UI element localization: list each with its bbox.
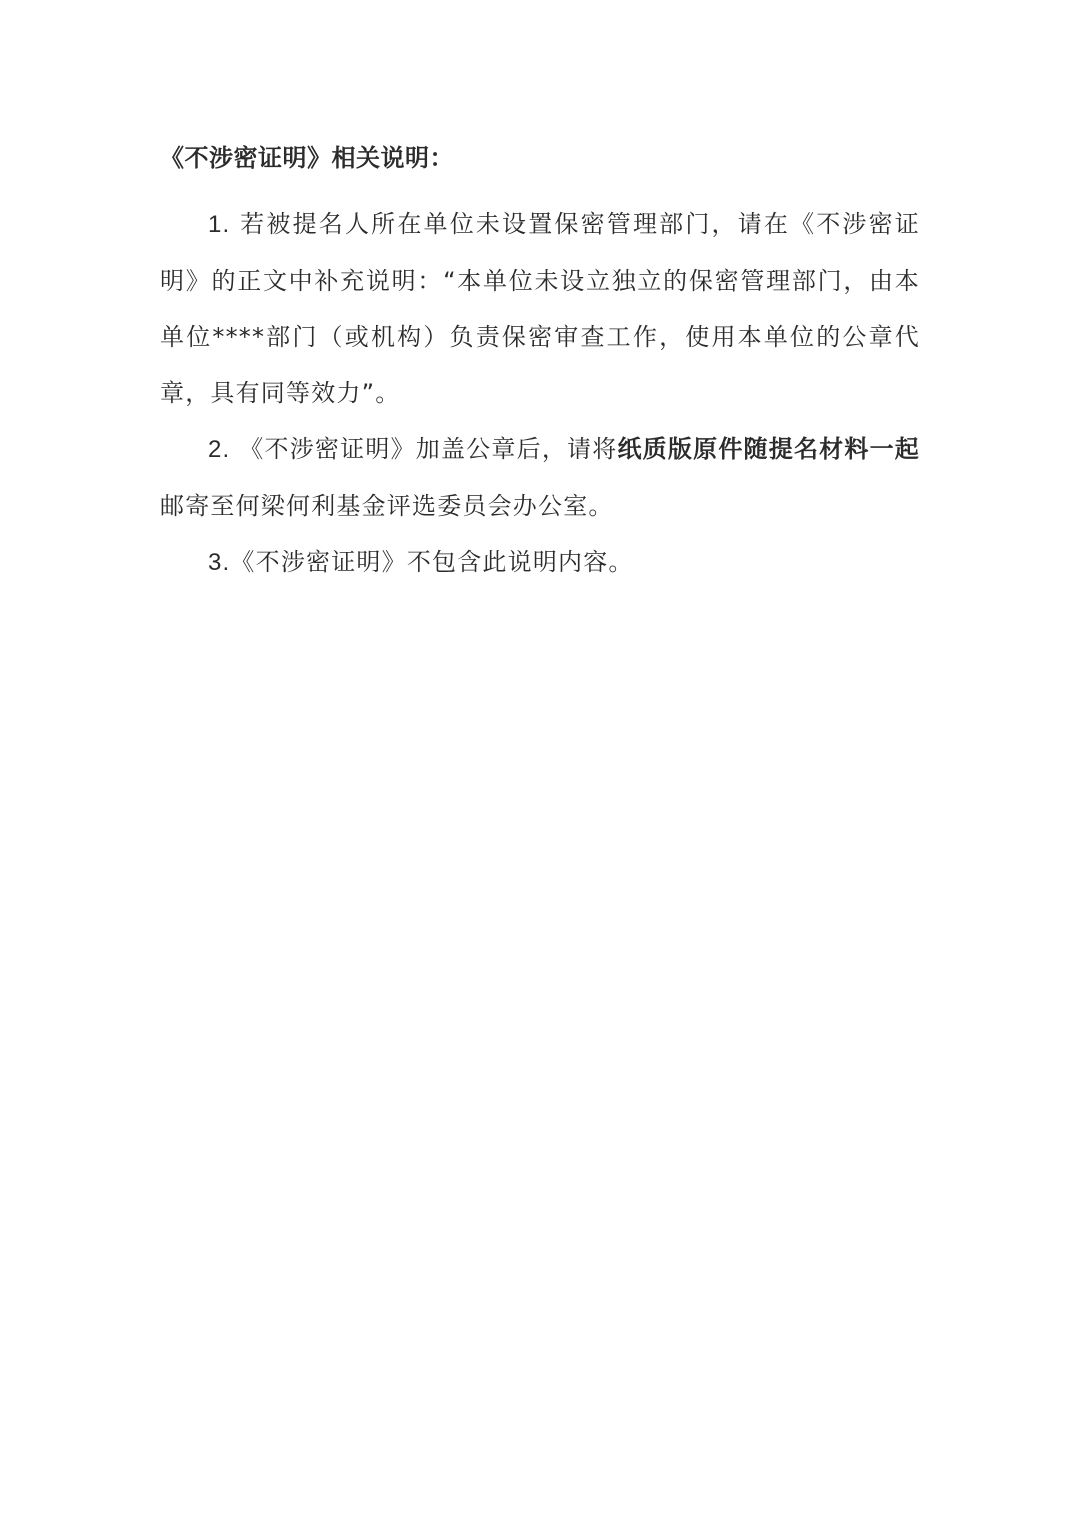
note-item-1 [160, 196, 920, 421]
note-item-2-text-before: 《不涉密证明》加盖公章后，请将 [230, 435, 618, 463]
note-item-3-number: 3. [208, 549, 231, 576]
note-item-2-text-bold: 纸质版原件随提名材料一起 [617, 435, 921, 463]
note-item-2-text-after: 邮寄至何梁何利基金评选委员会办公室。 [160, 492, 614, 520]
note-item-2 [160, 421, 920, 534]
note-item-3 [160, 534, 920, 591]
note-item-1-number: 1. [208, 211, 231, 238]
document-heading: 《不涉密证明》相关说明： [160, 144, 454, 172]
document-content [160, 138, 920, 591]
note-item-2-number: 2. [208, 436, 231, 463]
note-item-3-text: 《不涉密证明》不包含此说明内容。 [230, 548, 634, 576]
note-item-1-text: 若被提名人所在单位未设置保密管理部门，请在《不涉密证明》的正文中补充说明：“本单位未设立独立的保密管理部门，由本单位****部门（或机构）负责保密审查工作，使用本单位的公章代章，具有同等效力”。 [160, 210, 920, 407]
